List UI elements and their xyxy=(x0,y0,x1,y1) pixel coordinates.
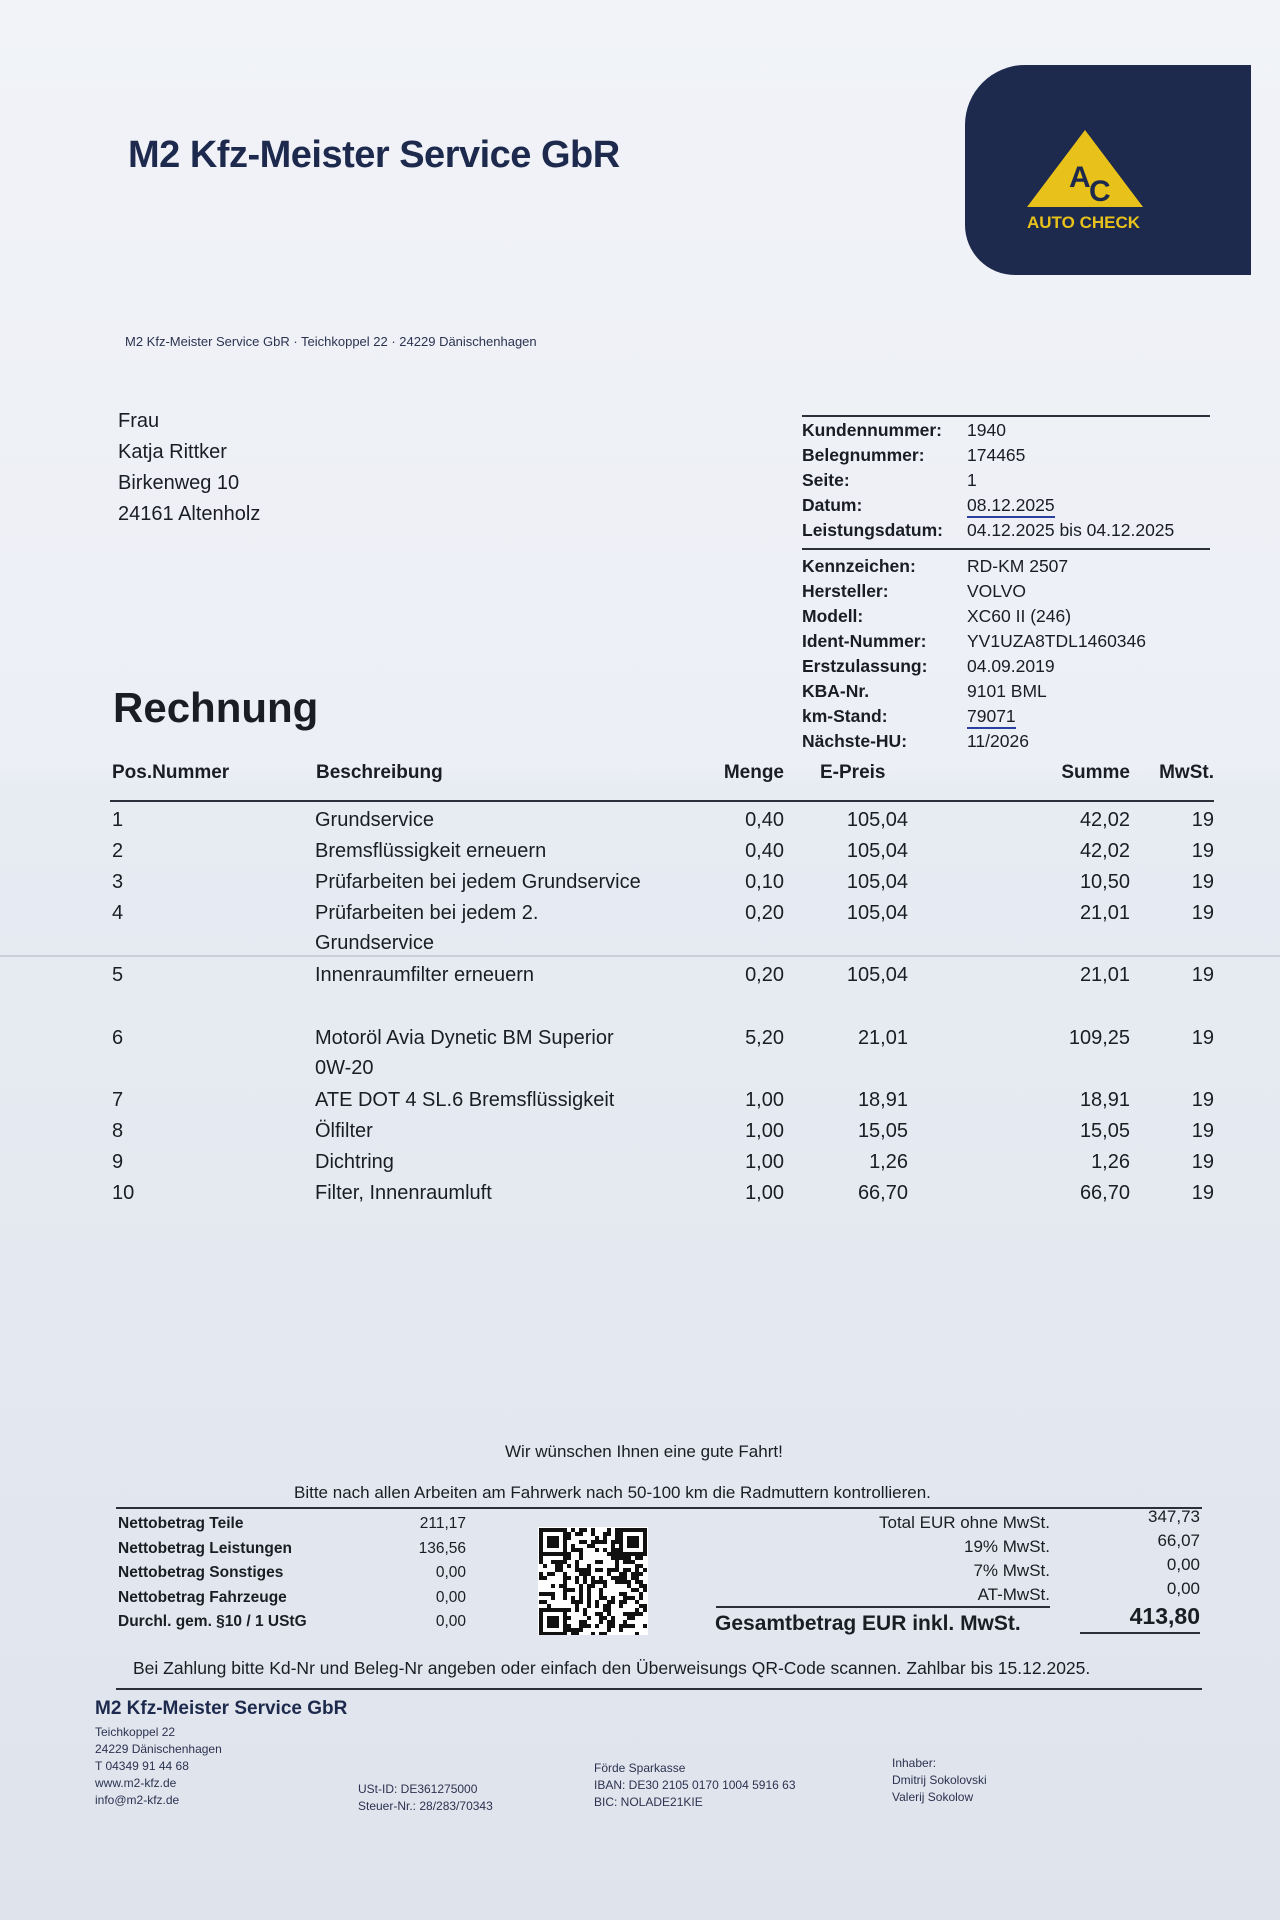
meta-label: Seite: xyxy=(802,470,850,490)
net-total-label: Nettobetrag Teile xyxy=(118,1515,244,1532)
meta-label: Modell: xyxy=(802,606,864,626)
model: XC60 II (246) xyxy=(967,606,1072,626)
meta-label: Kundennummer: xyxy=(802,420,942,440)
vat-total-label: 7% MwSt. xyxy=(973,1561,1050,1580)
row-quantity: 0,40 xyxy=(745,809,784,831)
row-total: 42,02 xyxy=(1079,809,1130,831)
meta-label: Belegnummer: xyxy=(802,445,925,465)
col-header-menge: Menge xyxy=(723,762,784,783)
row-quantity: 1,00 xyxy=(745,1151,784,1173)
footer-bic: BIC: NOLADE21KIE xyxy=(594,1795,703,1809)
row-pos: 4 xyxy=(112,902,124,924)
invoice-date: 08.12.2025 xyxy=(967,493,1055,518)
footer-owner-label: Inhaber: xyxy=(892,1756,937,1770)
autocheck-logo xyxy=(965,65,1251,275)
invoice-meta xyxy=(802,418,1174,543)
row-pos: 7 xyxy=(112,1089,124,1111)
manufacturer: VOLVO xyxy=(967,581,1027,601)
row-pos: 6 xyxy=(112,1027,124,1049)
row-unit-price: 105,04 xyxy=(846,902,908,924)
document-title: Rechnung xyxy=(113,684,319,731)
row-unit-price: 105,04 xyxy=(846,809,908,831)
row-description: Filter, Innenraumluft xyxy=(315,1182,492,1204)
row-unit-price: 18,91 xyxy=(857,1089,908,1111)
footer-tax-number: Steuer-Nr.: 28/283/70343 xyxy=(358,1799,493,1813)
row-vat: 19 xyxy=(1191,1027,1214,1049)
footer-company: M2 Kfz-Meister Service GbR xyxy=(95,1698,348,1719)
row-total: 66,70 xyxy=(1079,1182,1130,1204)
row-description: Ölfilter xyxy=(315,1120,373,1142)
footer-owner-name: Dmitrij Sokolovski xyxy=(892,1773,987,1787)
row-unit-price: 1,26 xyxy=(869,1151,908,1173)
col-header-summe: Summe xyxy=(1061,762,1130,783)
footer-tax xyxy=(358,1781,493,1815)
row-unit-price: 66,70 xyxy=(857,1182,908,1204)
footer-phone: T 04349 91 44 68 xyxy=(95,1759,189,1773)
vat-total-value: 347,73 xyxy=(1148,1507,1200,1526)
grand-total-line xyxy=(716,1606,1050,1608)
row-total: 10,50 xyxy=(1079,871,1130,893)
document-number: 174465 xyxy=(967,445,1026,465)
footer-bank-name: Förde Sparkasse xyxy=(594,1761,686,1775)
grand-total-underline xyxy=(1080,1632,1200,1634)
vat-total-value: 0,00 xyxy=(1166,1579,1200,1598)
row-description: Motoröl Avia Dynetic BM Superior xyxy=(315,1027,614,1049)
vat-total-label: AT-MwSt. xyxy=(977,1585,1050,1604)
company-name: M2 Kfz-Meister Service GbR xyxy=(128,134,620,176)
footer-website[interactable]: www.m2-kfz.de xyxy=(95,1776,177,1790)
vehicle-meta xyxy=(802,554,1146,754)
mileage: 79071 xyxy=(967,704,1016,729)
row-total: 21,01 xyxy=(1079,902,1130,924)
meta-label: Erstzulassung: xyxy=(802,656,928,676)
row-unit-price: 105,04 xyxy=(846,964,908,986)
row-quantity: 1,00 xyxy=(745,1120,784,1142)
sender-line: M2 Kfz-Meister Service GbR · Teichkoppel 22 · 24229 Dänischenhagen xyxy=(125,334,537,349)
table-header-line xyxy=(110,800,1214,802)
meta-top-line xyxy=(802,415,1210,417)
footer-owner-name: Valerij Sokolow xyxy=(892,1790,974,1804)
row-description-cont: 0W-20 xyxy=(315,1057,374,1079)
row-description: Bremsflüssigkeit erneuern xyxy=(315,840,547,862)
row-pos: 8 xyxy=(112,1120,124,1142)
net-total-value: 0,00 xyxy=(435,1564,466,1581)
vat-total-label: 19% MwSt. xyxy=(964,1537,1050,1556)
greeting: Wir wünschen Ihnen eine gute Fahrt! xyxy=(505,1442,783,1461)
svg-text:C: C xyxy=(1089,175,1111,208)
footer-city: 24229 Dänischenhagen xyxy=(95,1742,222,1756)
row-description-cont: Grundservice xyxy=(315,932,434,954)
row-pos: 2 xyxy=(112,840,124,862)
recipient-salutation: Frau xyxy=(118,410,160,432)
vat-total-value: 0,00 xyxy=(1166,1555,1200,1574)
net-total-label: Nettobetrag Fahrzeuge xyxy=(118,1588,287,1606)
vin: YV1UZA8TDL1460346 xyxy=(967,631,1146,651)
net-total-label: Durchl. gem. §10 / 1 UStG xyxy=(118,1613,307,1630)
col-header-epreis: E-Preis xyxy=(820,762,886,783)
footer-street: Teichkoppel 22 xyxy=(95,1725,176,1739)
row-description: Prüfarbeiten bei jedem Grundservice xyxy=(315,871,641,893)
row-unit-price: 21,01 xyxy=(857,1027,908,1049)
service-date: 04.12.2025 bis 04.12.2025 xyxy=(967,520,1175,540)
kba-number: 9101 BML xyxy=(967,681,1047,701)
first-registration: 04.09.2019 xyxy=(967,656,1055,676)
row-pos: 5 xyxy=(112,964,124,986)
svg-text:A: A xyxy=(1069,161,1091,194)
net-total-value: 0,00 xyxy=(435,1613,466,1630)
row-quantity: 1,00 xyxy=(745,1182,784,1204)
net-total-label: Nettobetrag Leistungen xyxy=(118,1539,292,1557)
footer-owner xyxy=(892,1755,987,1806)
footer-email[interactable]: info@m2-kfz.de xyxy=(95,1793,180,1807)
row-pos: 1 xyxy=(112,809,124,831)
recipient-name: Katja Rittker xyxy=(118,441,227,463)
footer-bank xyxy=(594,1760,796,1811)
row-total: 21,01 xyxy=(1079,964,1130,986)
meta-label: Hersteller: xyxy=(802,581,889,601)
meta-label: Leistungsdatum: xyxy=(802,520,943,540)
payment-line xyxy=(116,1688,1202,1690)
row-vat: 19 xyxy=(1191,902,1214,924)
net-total-value: 0,00 xyxy=(435,1588,466,1606)
row-total: 18,91 xyxy=(1079,1089,1130,1111)
footer-address xyxy=(95,1724,222,1809)
vat-total-value: 66,07 xyxy=(1157,1531,1200,1550)
col-header-pos: Pos.Nummer xyxy=(112,762,230,783)
row-total: 1,26 xyxy=(1091,1151,1130,1173)
row-unit-price: 105,04 xyxy=(846,840,908,862)
row-pos: 9 xyxy=(112,1151,124,1173)
qr-code-icon xyxy=(538,1527,648,1635)
wheel-nut-note: Bitte nach allen Arbeiten am Fahrwerk nach 50-100 km die Radmuttern kontrollieren. xyxy=(294,1483,931,1502)
row-total: 15,05 xyxy=(1079,1120,1130,1142)
row-vat: 19 xyxy=(1191,1151,1214,1173)
meta-label: KBA-Nr. xyxy=(802,681,870,701)
row-vat: 19 xyxy=(1191,871,1214,893)
row-total: 42,02 xyxy=(1079,840,1130,862)
meta-label: Datum: xyxy=(802,495,863,515)
row-quantity: 5,20 xyxy=(745,1027,784,1049)
payment-qr-code[interactable] xyxy=(538,1527,648,1635)
meta-label: Ident-Nummer: xyxy=(802,631,927,651)
footer-iban: IBAN: DE30 2105 0170 1004 5916 63 xyxy=(594,1778,796,1792)
paper-fold xyxy=(0,955,1280,957)
next-inspection: 11/2026 xyxy=(967,731,1029,751)
recipient-address xyxy=(118,406,260,530)
row-vat: 19 xyxy=(1191,964,1214,986)
row-description: Prüfarbeiten bei jedem 2. xyxy=(315,902,539,924)
net-total-value: 136,56 xyxy=(418,1539,466,1557)
recipient-street: Birkenweg 10 xyxy=(118,472,240,494)
grand-total-value: 413,80 xyxy=(1129,1603,1200,1629)
row-quantity: 0,20 xyxy=(745,964,784,986)
col-header-mwst: MwSt. xyxy=(1159,762,1214,783)
grand-total-label: Gesamtbetrag EUR inkl. MwSt. xyxy=(715,1612,1021,1635)
totals-top-line xyxy=(116,1507,1202,1509)
row-vat: 19 xyxy=(1191,1089,1214,1111)
meta-mid-line xyxy=(802,548,1210,550)
meta-label: Kennzeichen: xyxy=(802,556,916,576)
row-description: Innenraumfilter erneuern xyxy=(315,964,535,986)
row-quantity: 0,20 xyxy=(745,902,784,924)
row-total: 109,25 xyxy=(1068,1027,1130,1049)
row-unit-price: 15,05 xyxy=(857,1120,908,1142)
row-description: Dichtring xyxy=(315,1151,394,1173)
meta-label: km-Stand: xyxy=(802,706,888,726)
row-vat: 19 xyxy=(1191,840,1214,862)
row-description: Grundservice xyxy=(315,809,434,831)
meta-label: Nächste-HU: xyxy=(802,731,908,751)
row-pos: 3 xyxy=(112,871,124,893)
row-vat: 19 xyxy=(1191,809,1214,831)
logo-triangle-icon xyxy=(1025,125,1145,215)
customer-number: 1940 xyxy=(967,420,1006,440)
vat-total-label: Total EUR ohne MwSt. xyxy=(878,1513,1050,1532)
recipient-city: 24161 Altenholz xyxy=(118,503,261,525)
logo-text: AUTO CHECK xyxy=(1027,213,1141,232)
row-description: ATE DOT 4 SL.6 Bremsflüssigkeit xyxy=(315,1089,615,1111)
payment-note: Bei Zahlung bitte Kd-Nr und Beleg-Nr angeben oder einfach den Überweisungs QR-Code scannen. Zahlbar bis 15.12.2025. xyxy=(133,1658,1091,1678)
footer-vat-id: USt-ID: DE361275000 xyxy=(358,1782,478,1796)
row-pos: 10 xyxy=(112,1182,135,1204)
row-quantity: 0,40 xyxy=(745,840,784,862)
net-total-label: Nettobetrag Sonstiges xyxy=(118,1564,284,1581)
license-plate: RD-KM 2507 xyxy=(967,556,1069,576)
page-number: 1 xyxy=(967,470,977,490)
col-header-desc: Beschreibung xyxy=(316,762,443,783)
row-vat: 19 xyxy=(1191,1182,1214,1204)
row-vat: 19 xyxy=(1191,1120,1214,1142)
row-quantity: 0,10 xyxy=(745,871,784,893)
row-unit-price: 105,04 xyxy=(846,871,908,893)
net-total-value: 211,17 xyxy=(419,1515,466,1532)
row-quantity: 1,00 xyxy=(745,1089,784,1111)
